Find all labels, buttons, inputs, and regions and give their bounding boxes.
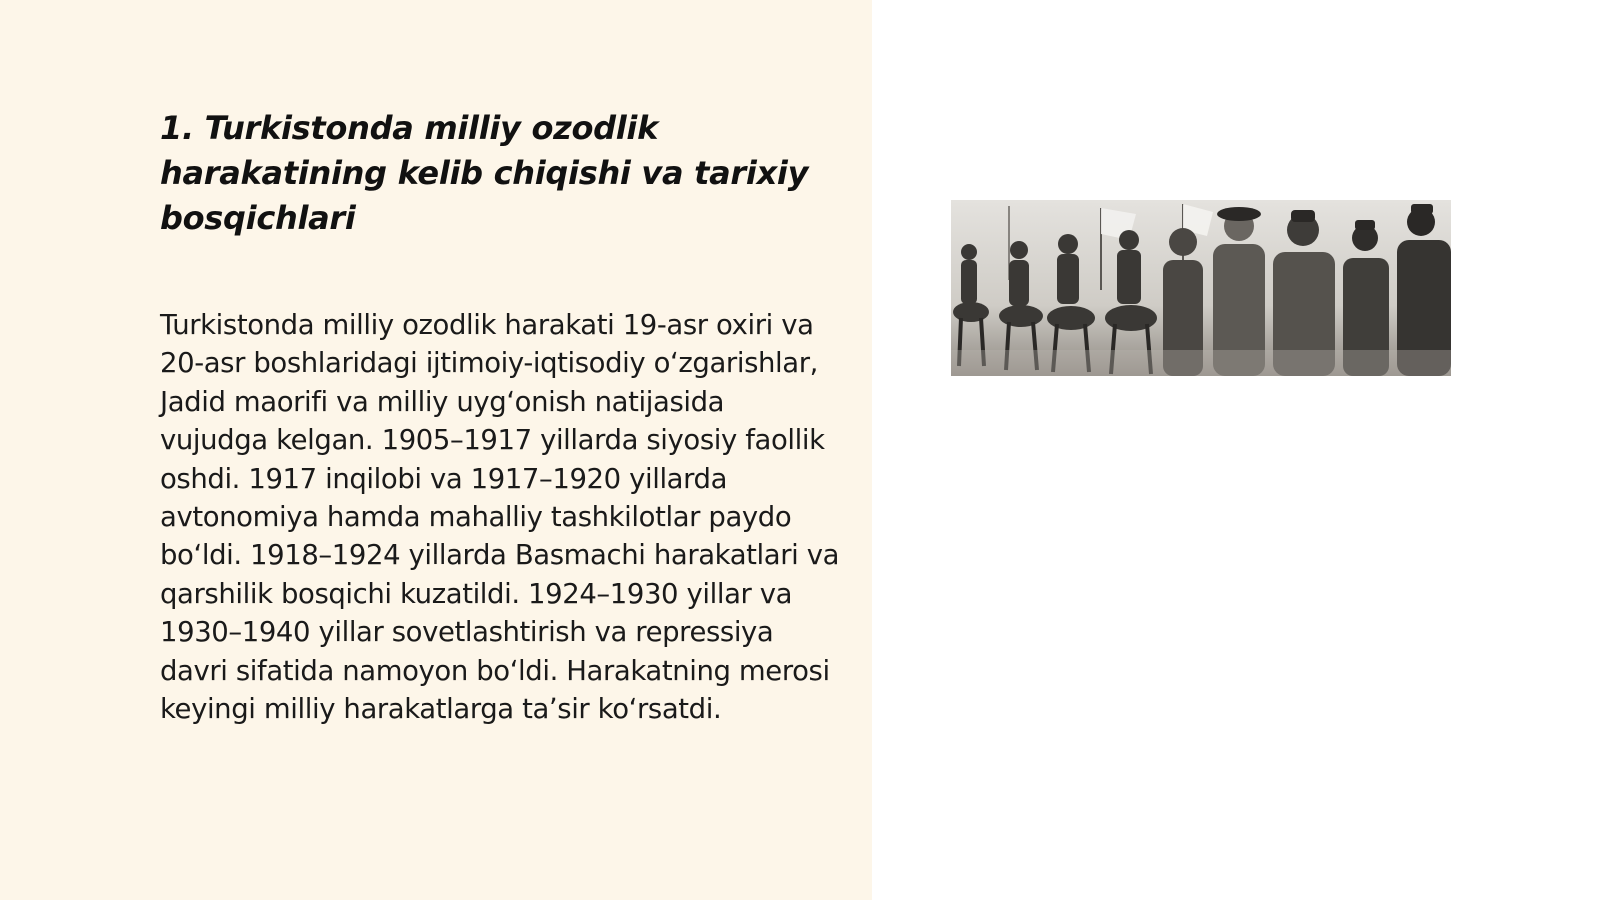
slide-title: 1. Turkistonda milliy ozodlik harakatining kelib chiqishi va tarixiy bosqichlari	[160, 109, 809, 237]
slide-body-text: Turkistonda milliy ozodlik harakati 19-asr oxiri va 20-asr boshlaridagi ijtimoiy-iqtisodiy oʻzgarishlar, Jadid maorifi va milliy uygʻonish natijasida vujudga kelgan. 1905–1917 yillarda siyosiy faollik oshdi. 1917 inqilobi va 1917–1920 yillarda avtonomiya hamda mahalliy tashkilotlar paydo boʻldi. 1918–1924 yillarda Basmachi harakatlari va qarshilik bosqichi kuzatildi. 1924–1930 yillar va 1930–1940 yillar sovetlashtirish va repressiya davri sifatida namoyon boʻldi. Harakatning merosi keyingi milliy harakatlarga taʼsir koʻrsatdi.	[160, 309, 840, 726]
horsemen-photo-illustration	[951, 200, 1451, 376]
historical-photo	[951, 200, 1451, 376]
